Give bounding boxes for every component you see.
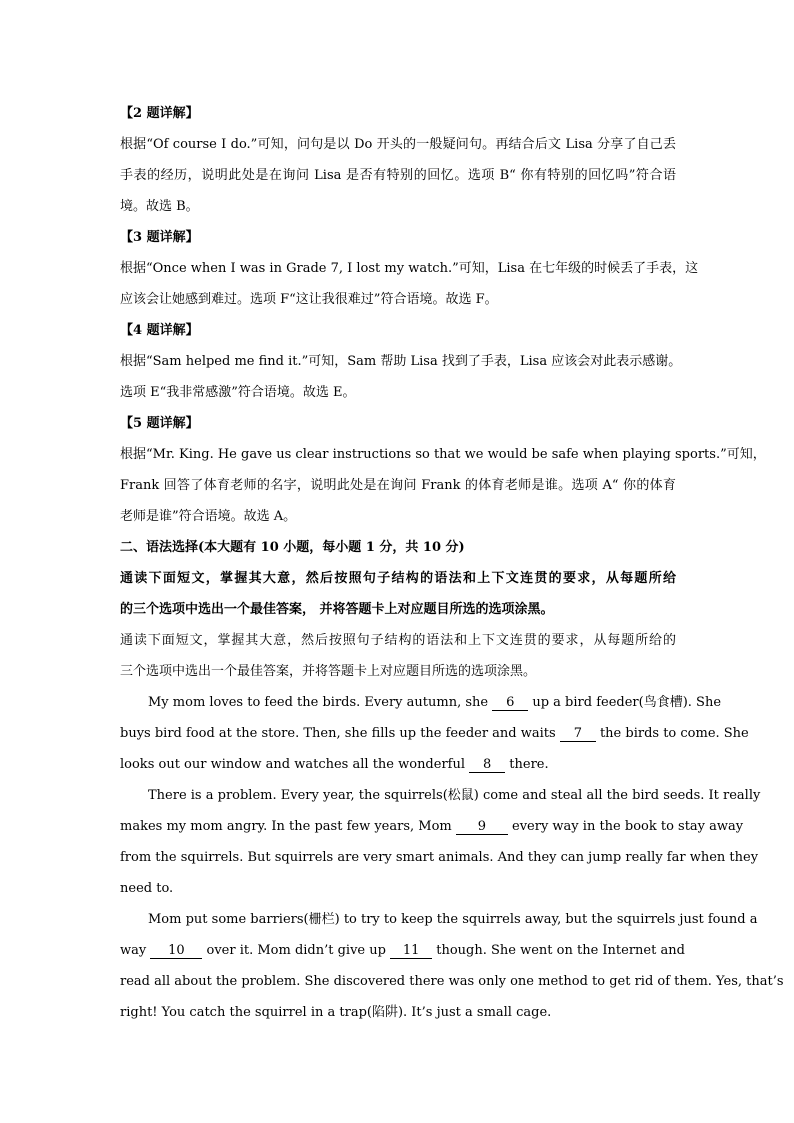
passage-p1-line-2 [120, 718, 749, 749]
q2-line-2: 手表的经历，说明此处是在询问 Lisa 是否有特别的回忆。选项 B“ 你有特别的回忆吗”符合语 [120, 168, 676, 183]
blank-8: 8 [469, 758, 505, 773]
text-segment: My mom loves to feed the birds. Every autumn, she [148, 695, 493, 710]
passage-p1-line-3 [120, 749, 676, 780]
q2-line-1: 根据“Of course I do.”可知，问句是以 Do 开头的一般疑问句。再结合后文 Lisa 分享了自己丢 [120, 137, 676, 152]
blank-7: 7 [560, 727, 596, 742]
part2-instruction-bold-1: 通读下面短文，掌握其大意，然后按照句子结构的语法和上下文连贯的要求，从每题所给 [120, 571, 676, 586]
q5-line-2: Frank 回答了体育老师的名字，说明此处是在询问 Frank 的体育老师是谁。选项 A“ 你的体育 [120, 478, 676, 493]
q5-line-3: 老师是谁”符合语境。故选 A。 [120, 509, 297, 524]
passage-p2-line-2 [120, 811, 744, 842]
passage-p3-line-1: Mom put some barriers(栅栏) to try to keep the squirrels away, but the squirrels just found a [148, 912, 758, 927]
part2-heading: 二、语法选择(本大题有 10 小题，每小题 1 分，共 10 分) [120, 540, 465, 555]
text-segment: up a bird feeder(鸟食槽). She [528, 695, 722, 710]
q3-title: 【3 题详解】 [120, 230, 199, 245]
passage-p2-line-3: from the squirrels. But squirrels are very smart animals. And they can jump really far when they [120, 850, 759, 865]
q5-title: 【5 题详解】 [120, 416, 199, 431]
passage-p3-line-3: read all about the problem. She discovered there was only one method to get rid of them. Yes, that’s [120, 974, 784, 989]
passage-p3-line-4: right! You catch the squirrel in a trap(陷阱). It’s just a small cage. [120, 1005, 552, 1020]
q2-line-3: 境。故选 B。 [120, 199, 199, 214]
part2-instruction-1: 通读下面短文，掌握其大意，然后按照句子结构的语法和上下文连贯的要求，从每题所给的 [120, 633, 676, 648]
q4-line-1: 根据“Sam helped me find it.”可知，Sam 帮助 Lisa 找到了手表，Lisa 应该会对此表示感谢。 [120, 354, 682, 369]
text-segment: makes my mom angry. In the past few years, Mom [120, 819, 456, 834]
q2-title: 【2 题详解】 [120, 106, 199, 121]
text-segment: buys bird food at the store. Then, she fills up the feeder and waits [120, 726, 560, 741]
blank-9: 9 [456, 820, 508, 835]
blank-6: 6 [492, 696, 528, 711]
text-segment: looks out our window and watches all the wonderful [120, 757, 470, 772]
passage-p2-line-1: There is a problem. Every year, the squirrels(松鼠) come and steal all the bird seeds. It really [148, 788, 761, 803]
q3-line-1: 根据“Once when I was in Grade 7, I lost my watch.”可知，Lisa 在七年级的时候丢了手表，这 [120, 261, 699, 276]
document-page [120, 98, 784, 1028]
passage-p2-line-4: need to. [120, 881, 174, 896]
passage-p3-line-2 [120, 935, 685, 966]
text-segment: way [120, 943, 151, 958]
q4-title: 【4 题详解】 [120, 323, 199, 338]
text-segment: every way in the book to stay away [507, 819, 744, 834]
part2-instruction-bold-2: 的三个选项中选出一个最佳答案， 并将答题卡上对应题目所选的选项涂黑。 [120, 602, 554, 617]
text-segment: the birds to come. She [595, 726, 749, 741]
blank-10: 10 [150, 944, 202, 959]
passage-p1-line-1 [120, 687, 722, 718]
part2-instruction-2: 三个选项中选出一个最佳答案，并将答题卡上对应题目所选的选项涂黑。 [120, 664, 537, 679]
q5-line-1: 根据“Mr. King. He gave us clear instructions so that we would be safe when playing sports.”可知， [120, 447, 766, 462]
q3-line-2: 应该会让她感到难过。选项 F“这让我很难过”符合语境。故选 F。 [120, 292, 498, 307]
blank-11: 11 [390, 944, 432, 959]
text-segment: though. She went on the Internet and [432, 943, 685, 958]
text-segment: over it. Mom didn’t give up [202, 943, 391, 958]
text-segment: there. [505, 757, 549, 772]
q4-line-2: 选项 E“我非常感激”符合语境。故选 E。 [120, 385, 356, 400]
